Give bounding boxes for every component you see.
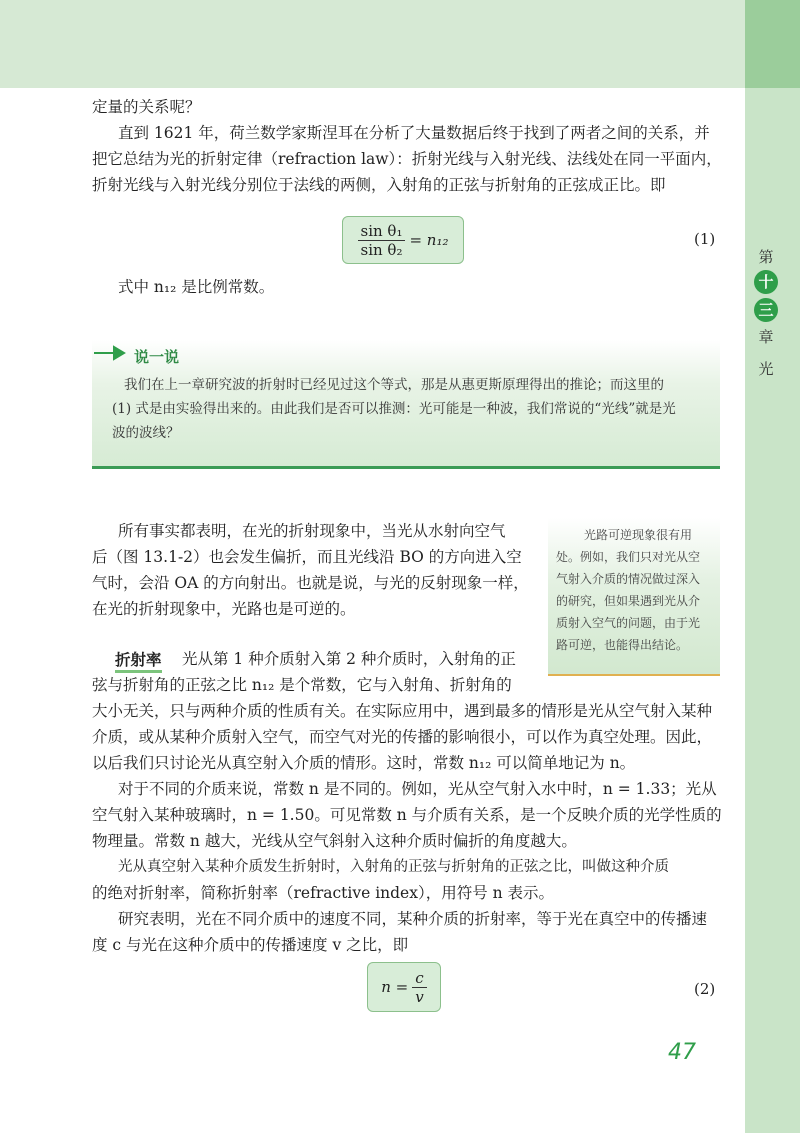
para3-line3: 气时，会沿 OA 的方向射出。也就是说，与光的反射现象一样，	[92, 574, 529, 592]
chapter-number-three: 三	[754, 298, 778, 322]
note-line5: 质射入空气的问题，由于光	[556, 616, 701, 630]
chapter-title: 光	[758, 360, 774, 378]
margin-note	[548, 518, 720, 676]
para6-line1: 光从真空射入某种介质发生折射时，入射角的正弦与折射角的正弦之比，叫做这种介质	[118, 859, 669, 875]
discuss-line2: (1) 式是由实验得出来的。由此我们是否可以推测：光可能是一种波，我们常说的“光线”就是光	[112, 401, 676, 417]
formula-index-denominator: v	[415, 987, 424, 1006]
page-number: 47	[668, 1040, 696, 1065]
note-line3: 气射入介质的情况做过深入	[556, 572, 701, 586]
note-line1: 光路可逆现象很有用	[584, 528, 693, 542]
para4-line5: 以后我们只讨论光从真空射入介质的情形。这时，常数 n₁₂ 可以简单地记为 n。	[92, 754, 636, 772]
para1-line2: 直到 1621 年，荷兰数学家斯涅耳在分析了大量数据后终于找到了两者之间的关系，并	[118, 124, 710, 142]
formula-snell-fraction	[358, 222, 406, 259]
formula-index-fraction	[412, 969, 426, 1006]
discuss-line1: 我们在上一章研究波的折射时已经见过这个等式，那是从惠更斯原理得出的推论；而这里的	[124, 377, 664, 393]
para1-line3: 把它总结为光的折射定律（refraction law）：折射光线与入射光线、法线处在同一平面内，	[92, 150, 722, 168]
chapter-suffix: 章	[758, 328, 774, 346]
para4-line2: 弦与折射角的正弦之比 n₁₂ 是个常数，它与入射角、折射角的	[92, 676, 512, 694]
formula-index-lhs: n =	[381, 978, 409, 996]
note-line6: 路可逆，也能得出结论。	[556, 638, 689, 652]
keyword-refractive-index: 折射率	[115, 648, 162, 673]
formula-snell-rhs: = n₁₂	[409, 231, 449, 249]
formula-snell-numerator: sin θ₁	[358, 222, 406, 241]
chapter-number-ten: 十	[754, 270, 778, 294]
para7-line2: 度 c 与光在这种介质中的传播速度 v 之比，即	[92, 936, 409, 954]
header-band	[0, 0, 745, 88]
para6-line2: 的绝对折射率，简称折射率（refractive index），用符号 n 表示。	[92, 884, 555, 902]
arrow-icon	[92, 344, 126, 362]
para3-line1: 所有事实都表明，在光的折射现象中，当光从水射向空气	[118, 522, 506, 540]
formula-index	[367, 962, 441, 1012]
discuss-title: 说一说	[134, 348, 180, 366]
para1-line4: 折射光线与入射光线分别位于法线的两侧，入射角的正弦与折射角的正弦成正比。即	[92, 176, 666, 194]
para7-line1: 研究表明，光在不同介质中的速度不同，某种介质的折射率，等于光在真空中的传播速	[118, 910, 708, 928]
para5-line1: 对于不同的介质来说，常数 n 是不同的。例如，光从空气射入水中时，n = 1.33；光从	[118, 780, 717, 798]
para2-line1: 式中 n₁₂ 是比例常数。	[118, 278, 275, 296]
para4-line4: 介质，或从某种介质射入空气，而空气对光的传播的影响很小，可以作为真空处理。因此，	[92, 728, 713, 746]
note-line2: 处。例如，我们只对光从空	[556, 550, 701, 564]
chapter-side-strip	[745, 88, 800, 1133]
formula-snell-denominator: sin θ₂	[360, 240, 403, 259]
header-corner	[745, 0, 800, 88]
para5-line2: 空气射入某种玻璃时，n = 1.50。可见常数 n 与介质有关系，是一个反映介质的光学性质的	[92, 806, 722, 824]
formula-index-numerator: c	[412, 969, 426, 988]
para4-line3: 大小无关，只与两种介质的性质有关。在实际应用中，遇到最多的情形是光从空气射入某种	[92, 702, 713, 720]
discuss-line3: 波的波线？	[112, 425, 180, 441]
para3-line4: 在光的折射现象中，光路也是可逆的。	[92, 600, 356, 618]
chapter-prefix: 第	[758, 248, 774, 266]
para4-line1: 光从第 1 种介质射入第 2 种介质时，入射角的正	[182, 650, 516, 668]
para3-line2: 后（图 13.1-2）也会发生偏折，而且光线沿 BO 的方向进入空	[92, 548, 522, 566]
discuss-box	[92, 340, 720, 469]
formula-index-label: (2)	[694, 980, 716, 998]
para5-line3: 物理量。常数 n 越大，光线从空气斜射入这种介质时偏折的角度越大。	[92, 832, 577, 850]
para1-line1: 定量的关系呢？	[92, 98, 201, 116]
formula-snell-label: (1)	[694, 230, 716, 248]
chapter-tab	[748, 246, 784, 390]
formula-snell	[342, 216, 464, 264]
note-line4: 的研究，但如果遇到光从介	[556, 594, 701, 608]
